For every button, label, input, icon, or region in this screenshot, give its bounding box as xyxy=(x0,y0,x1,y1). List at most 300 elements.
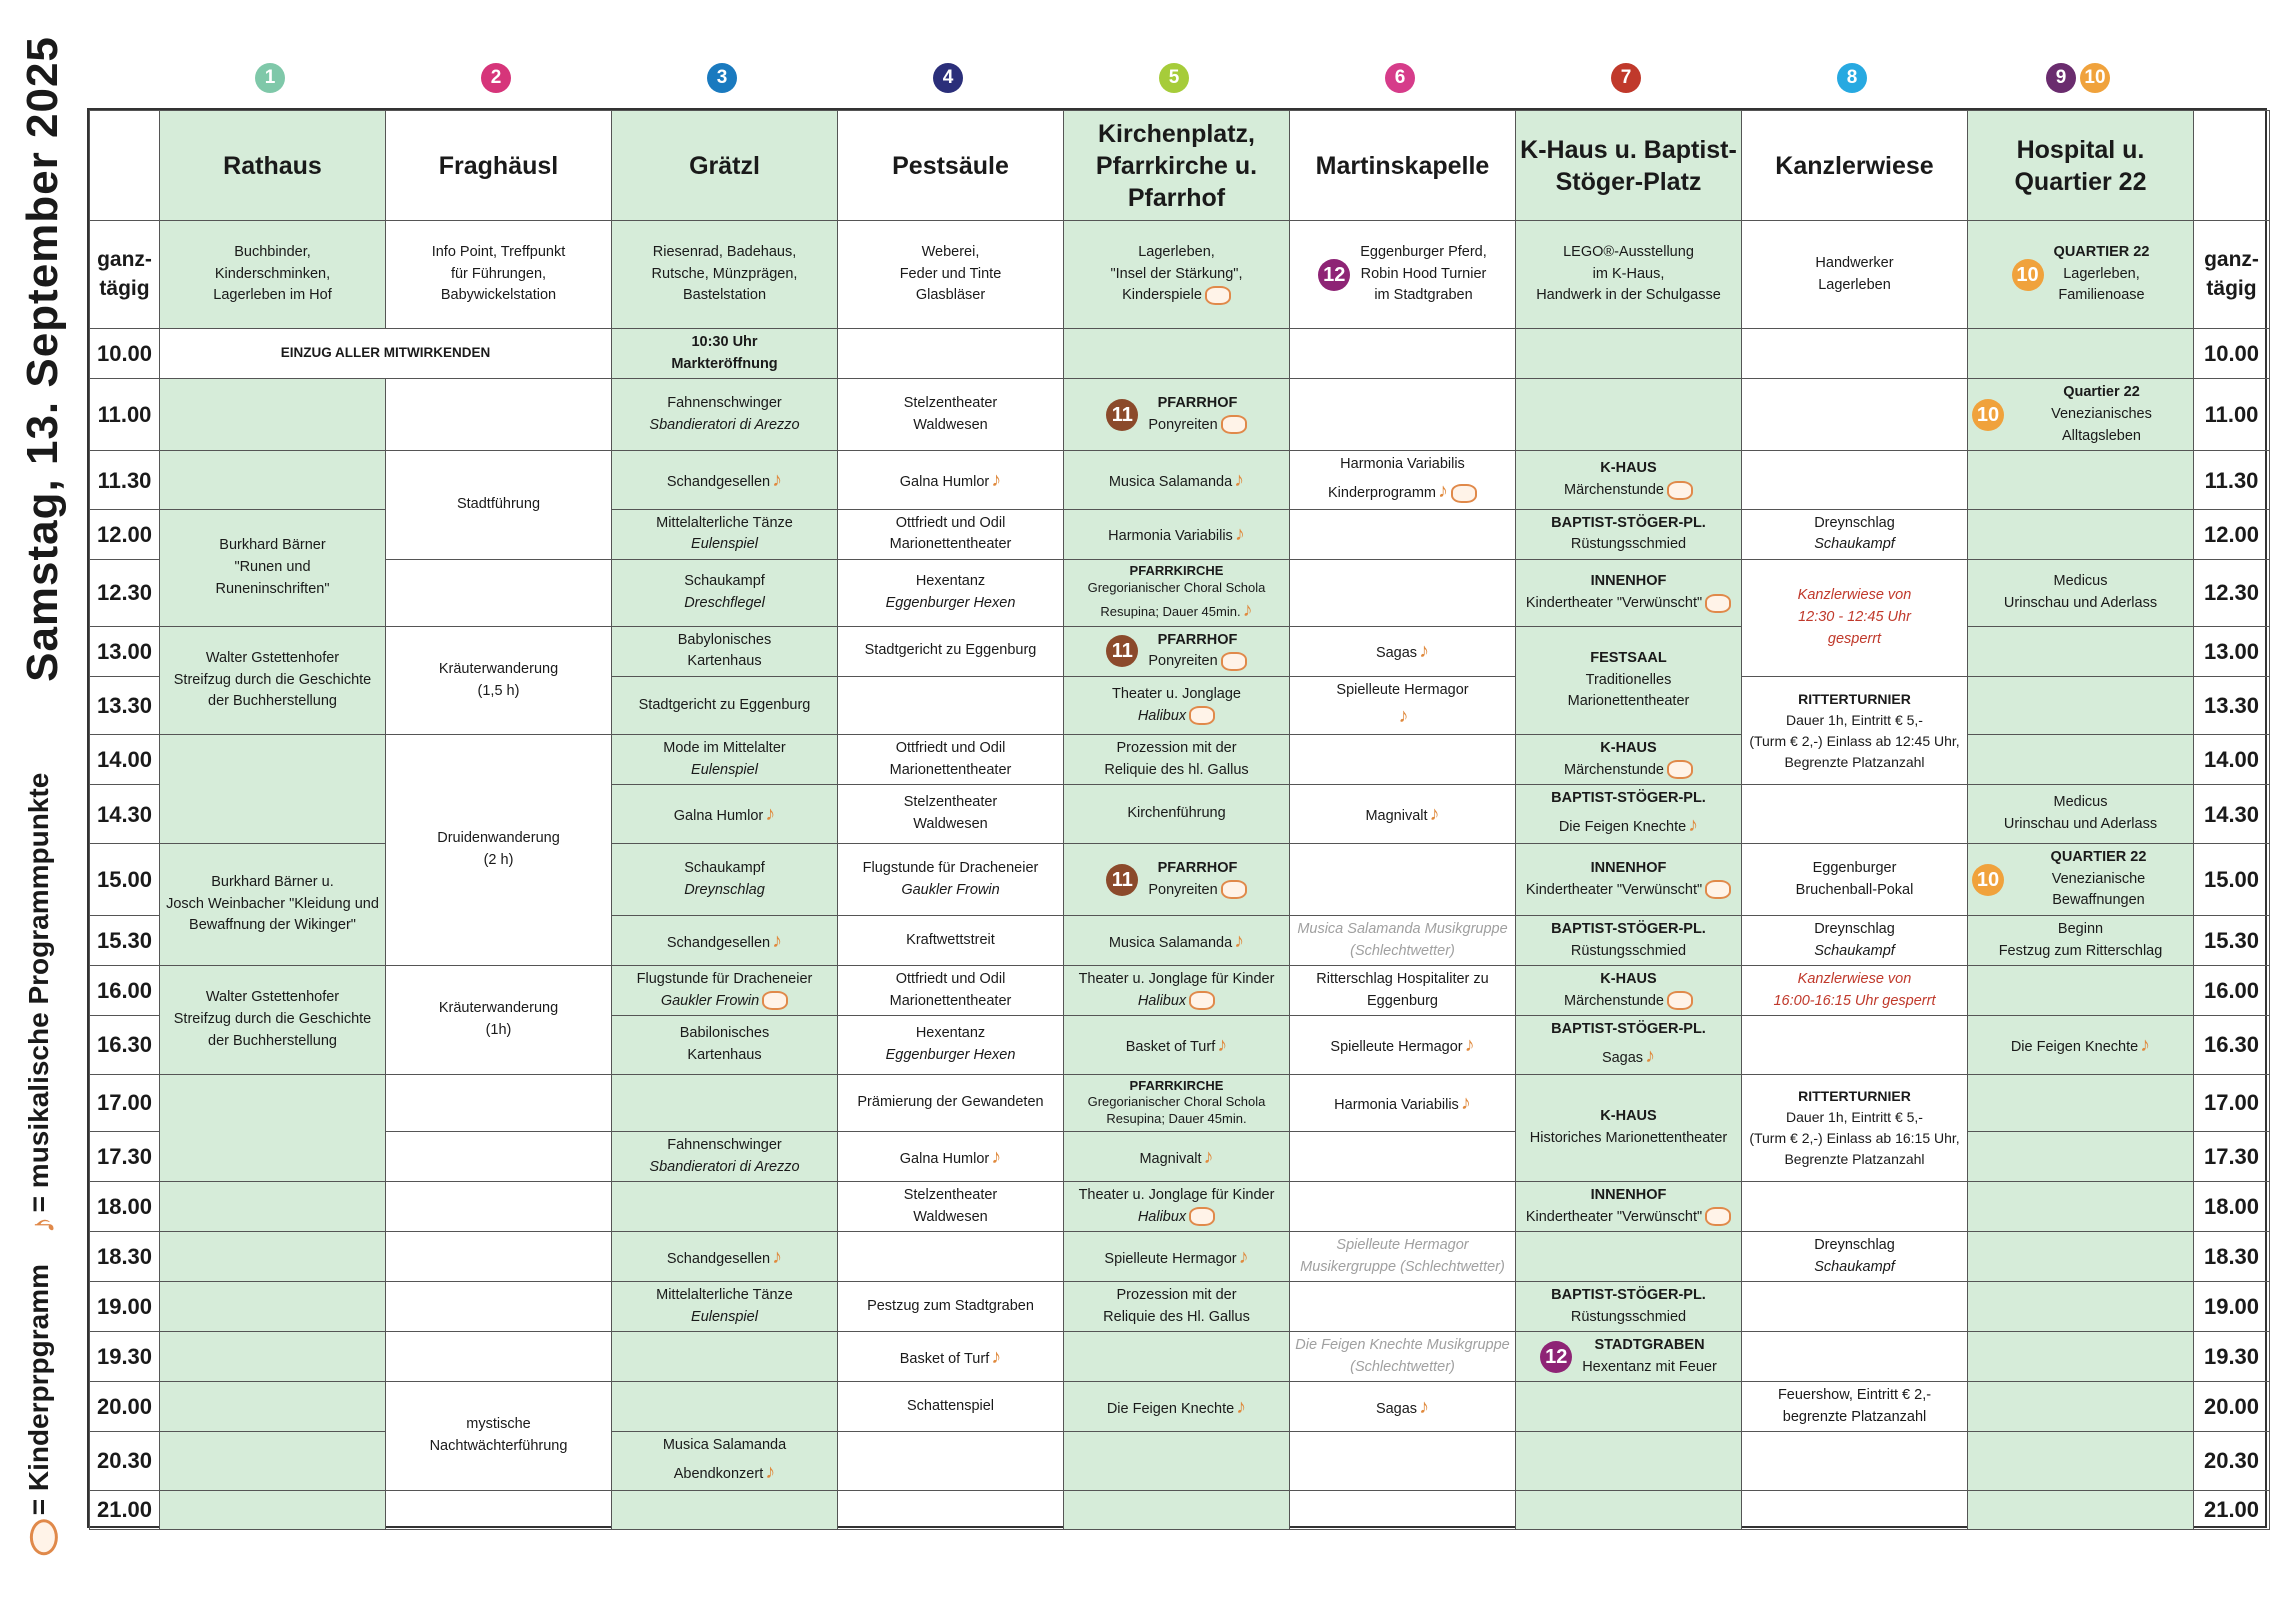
event-cell xyxy=(1742,1332,1968,1382)
event-cell xyxy=(1516,1490,1742,1529)
time-label: 16.30 xyxy=(90,1016,160,1075)
event-cell xyxy=(1968,1232,2194,1282)
event-cell: Kräuterwanderung (1,5 h) xyxy=(386,626,612,735)
event-cell: Galna Humlor ♪ xyxy=(838,1132,1064,1182)
time-label: 20.30 xyxy=(90,1432,160,1491)
event-cell: Ottfriedt und Odil Marionettentheater xyxy=(838,966,1064,1016)
event-cell xyxy=(1064,1432,1290,1491)
event-cell: Babilonisches Kartenhaus xyxy=(612,1016,838,1075)
event-cell: Basket of Turf ♪ xyxy=(838,1332,1064,1382)
event-cell: Die Feigen Knechte Musikgruppe (Schlechtwetter) xyxy=(1290,1332,1516,1382)
event-cell xyxy=(1968,1490,2194,1529)
schedule-grid xyxy=(87,108,2267,1528)
event-cell: INNENHOF Kindertheater "Verwünscht" xyxy=(1516,843,1742,915)
event-cell xyxy=(160,1332,386,1382)
event-cell xyxy=(386,1332,612,1382)
schedule-table xyxy=(89,110,2270,1530)
legend-kinder: = Kinderprpgramm xyxy=(22,1263,54,1515)
event-cell: mystische Nachtwächterführung xyxy=(386,1382,612,1491)
time-row xyxy=(90,329,2270,379)
event-cell: RITTERTURNIER Dauer 1h, Eintritt € 5,- (Turm € 2,-) Einlass ab 12:45 Uhr, Begrenzte Platzanzahl xyxy=(1742,676,1968,785)
event-cell: Ottfriedt und Odil Marionettentheater xyxy=(838,735,1064,785)
time-row xyxy=(90,379,2270,451)
venue-header: Hospital u. Quartier 22 xyxy=(1968,111,2194,221)
event-cell xyxy=(1742,329,1968,379)
event-cell xyxy=(160,379,386,451)
event-cell xyxy=(1968,676,2194,735)
time-row xyxy=(90,1332,2270,1382)
time-label: 18.00 xyxy=(90,1182,160,1232)
all-day-cell: Info Point, Treffpunkt für Führungen, Babywickelstation xyxy=(386,221,612,329)
music-note-icon: ♪ xyxy=(1234,523,1245,546)
event-cell: Burkhard Bärner u. Josch Weinbacher "Kleidung und Bewaffnung der Wikinger" xyxy=(160,843,386,965)
event-cell: PFARRKIRCHE Gregorianischer Choral Schola Resupina; Dauer 45min. xyxy=(1064,1074,1290,1131)
event-cell xyxy=(838,329,1064,379)
venue-header: Martinskapelle xyxy=(1290,111,1516,221)
event-cell xyxy=(386,1132,612,1182)
event-cell: Schattenspiel xyxy=(838,1382,1064,1432)
time-label: 11.30 xyxy=(90,451,160,510)
music-note-icon: ♪ xyxy=(991,469,1002,492)
time-label: 10.00 xyxy=(2194,329,2270,379)
event-cell: Schaukampf Dreynschlag xyxy=(612,843,838,915)
event-cell xyxy=(1516,1432,1742,1491)
event-cell xyxy=(160,451,386,510)
event-cell: Mittelalterliche Tänze Eulenspiel xyxy=(612,509,838,559)
music-note-icon: ♪ xyxy=(1234,469,1245,492)
event-cell xyxy=(1290,1182,1516,1232)
event-cell: Feuershow, Eintritt € 2,- begrenzte Platzanzahl xyxy=(1742,1382,1968,1432)
event-cell: PFARRKIRCHE Gregorianischer Choral Schola Resupina; Dauer 45min. ♪ xyxy=(1064,559,1290,626)
event-cell xyxy=(1968,966,2194,1016)
side-panel xyxy=(0,36,86,1540)
time-label: 19.30 xyxy=(2194,1332,2270,1382)
event-cell: Basket of Turf ♪ xyxy=(1064,1016,1290,1075)
event-cell: Mittelalterliche Tänze Eulenspiel xyxy=(612,1282,838,1332)
event-cell: Hexentanz Eggenburger Hexen xyxy=(838,1016,1064,1075)
event-cell: 11 PFARRHOF Ponyreiten xyxy=(1064,626,1290,676)
event-cell: Theater u. Jonglage für Kinder Halibux xyxy=(1064,966,1290,1016)
event-cell xyxy=(160,1182,386,1232)
music-note-icon: ♪ xyxy=(1217,1033,1228,1056)
venue-number-badge: 9 xyxy=(2046,63,2076,93)
event-cell xyxy=(1742,379,1968,451)
event-cell xyxy=(1742,785,1968,844)
time-label: 11.00 xyxy=(90,379,160,451)
event-cell xyxy=(1064,329,1290,379)
time-label: 12.00 xyxy=(2194,509,2270,559)
venue-number-badge: 4 xyxy=(933,63,963,93)
event-cell: Dreynschlag Schaukampf xyxy=(1742,1232,1968,1282)
event-cell xyxy=(1742,1490,1968,1529)
event-cell: Medicus Urinschau und Aderlass xyxy=(1968,785,2194,844)
all-day-cell: Weberei, Feder und Tinte Glasbläser xyxy=(838,221,1064,329)
event-cell: Druidenwanderung (2 h) xyxy=(386,735,612,966)
event-cell xyxy=(612,1382,838,1432)
legend-musik: = musikalische Programmpunkte xyxy=(22,772,54,1212)
event-cell: Schandgesellen ♪ xyxy=(612,916,838,966)
event-cell: Sagas ♪ xyxy=(1290,1382,1516,1432)
event-cell xyxy=(1516,379,1742,451)
event-cell xyxy=(1516,1382,1742,1432)
time-label: 16.30 xyxy=(2194,1016,2270,1075)
venue-header: K-Haus u. Baptist-Stöger-Platz xyxy=(1516,111,1742,221)
all-day-cell: LEGO®-Ausstellung im K-Haus, Handwerk in der Schulgasse xyxy=(1516,221,1742,329)
time-row xyxy=(90,1182,2270,1232)
time-label: 17.30 xyxy=(90,1132,160,1182)
event-cell xyxy=(1290,1132,1516,1182)
event-cell xyxy=(160,1232,386,1282)
event-cell xyxy=(386,1182,612,1232)
event-cell: Burkhard Bärner "Runen und Runeninschriften" xyxy=(160,509,386,626)
event-cell: Walter Gstettenhofer Streifzug durch die Geschichte der Buchherstellung xyxy=(160,626,386,735)
music-note-icon: ♪ xyxy=(1238,1245,1249,1268)
event-cell xyxy=(612,1490,838,1529)
music-note-icon: ♪ xyxy=(2140,1033,2151,1056)
theater-masks-icon xyxy=(1705,594,1731,613)
music-note-icon: ♪ xyxy=(1234,929,1245,952)
event-cell: Magnivalt ♪ xyxy=(1064,1132,1290,1182)
event-cell: Prozession mit der Reliquie des hl. Gallus xyxy=(1064,735,1290,785)
theater-masks-icon xyxy=(1221,415,1247,434)
event-cell xyxy=(1968,1182,2194,1232)
venue-number-badge: 10 xyxy=(2080,63,2110,93)
event-cell: Harmonia Variabilis Kinderprogramm ♪ xyxy=(1290,451,1516,510)
corner-cell xyxy=(90,111,160,221)
time-label: 13.30 xyxy=(90,676,160,735)
music-note-icon: ♪ xyxy=(765,803,776,826)
time-label: 17.00 xyxy=(2194,1074,2270,1131)
page-title-vertical xyxy=(18,36,68,682)
location-badge: 10 xyxy=(1972,864,2004,896)
time-label: 19.30 xyxy=(90,1332,160,1382)
venue-header: Grätzl xyxy=(612,111,838,221)
event-cell xyxy=(386,559,612,626)
theater-masks-icon xyxy=(762,991,788,1010)
event-cell xyxy=(1968,626,2194,676)
event-cell: Musica Salamanda ♪ xyxy=(1064,451,1290,510)
event-cell: Galna Humlor ♪ xyxy=(612,785,838,844)
event-cell xyxy=(1290,329,1516,379)
all-day-cell: Buchbinder, Kinderschminken, Lagerleben im Hof xyxy=(160,221,386,329)
event-cell: Galna Humlor ♪ xyxy=(838,451,1064,510)
event-cell: Ritterschlag Hospitaliter zu Eggenburg xyxy=(1290,966,1516,1016)
event-cell: Schandgesellen ♪ xyxy=(612,1232,838,1282)
time-label: 14.00 xyxy=(2194,735,2270,785)
event-cell xyxy=(838,676,1064,735)
event-cell: Ottfriedt und Odil Marionettentheater xyxy=(838,509,1064,559)
event-cell: Prozession mit der Reliquie des Hl. Gallus xyxy=(1064,1282,1290,1332)
event-cell xyxy=(1064,1332,1290,1382)
event-cell: 10 QUARTIER 22 Venezianische Bewaffnungen xyxy=(1968,843,2194,915)
all-day-cell: Handwerker Lagerleben xyxy=(1742,221,1968,329)
time-label: 14.00 xyxy=(90,735,160,785)
music-note-icon: ♪ xyxy=(991,1145,1002,1168)
all-day-cell: Lagerleben, "Insel der Stärkung", Kinderspiele xyxy=(1064,221,1290,329)
event-cell xyxy=(838,1490,1064,1529)
event-cell: EINZUG ALLER MITWIRKENDEN xyxy=(160,329,612,379)
event-cell: Pestzug zum Stadtgraben xyxy=(838,1282,1064,1332)
music-note-icon: ♪ xyxy=(1645,1044,1656,1067)
venue-number-badge: 2 xyxy=(481,63,511,93)
theater-masks-icon xyxy=(1221,652,1247,671)
event-cell: Stelzentheater Waldwesen xyxy=(838,1182,1064,1232)
event-cell xyxy=(1742,1432,1968,1491)
event-cell xyxy=(160,1382,386,1432)
event-cell: Beginn Festzug zum Ritterschlag xyxy=(1968,916,2194,966)
venue-header: Pestsäule xyxy=(838,111,1064,221)
event-cell: Fahnenschwinger Sbandieratori di Arezzo xyxy=(612,1132,838,1182)
event-cell xyxy=(1290,843,1516,915)
event-cell xyxy=(838,1432,1064,1491)
music-note-icon: ♪ xyxy=(1419,640,1430,663)
event-cell: 12 STADTGRABEN Hexentanz mit Feuer xyxy=(1516,1332,1742,1382)
theater-masks-icon xyxy=(1705,1207,1731,1226)
event-cell: BAPTIST-STÖGER-PL. Die Feigen Knechte ♪ xyxy=(1516,785,1742,844)
theater-masks-icon xyxy=(1667,991,1693,1010)
time-label: 15.00 xyxy=(90,843,160,915)
event-cell: Musica Salamanda Musikgruppe (Schlechtwetter) xyxy=(1290,916,1516,966)
time-label: 12.30 xyxy=(90,559,160,626)
venue-number-badge: 3 xyxy=(707,63,737,93)
time-row xyxy=(90,559,2270,626)
music-note-icon: ♪ xyxy=(1460,1091,1471,1114)
event-cell xyxy=(160,1432,386,1491)
time-label: 11.30 xyxy=(2194,451,2270,510)
event-cell: Mode im Mittelalter Eulenspiel xyxy=(612,735,838,785)
venue-number-badge: 7 xyxy=(1611,63,1641,93)
time-label: 17.00 xyxy=(90,1074,160,1131)
theater-masks-icon xyxy=(1189,991,1215,1010)
event-cell: K-HAUS Märchenstunde xyxy=(1516,735,1742,785)
event-cell: Kirchenführung xyxy=(1064,785,1290,844)
event-cell: K-HAUS Märchenstunde xyxy=(1516,451,1742,510)
event-cell: Kräuterwanderung (1h) xyxy=(386,966,612,1075)
time-label: 15.30 xyxy=(2194,916,2270,966)
event-cell xyxy=(1290,1432,1516,1491)
time-label: 18.30 xyxy=(90,1232,160,1282)
event-cell: Fahnenschwinger Sbandieratori di Arezzo xyxy=(612,379,838,451)
venue-number-badge: 5 xyxy=(1159,63,1189,93)
time-label: 15.00 xyxy=(2194,843,2270,915)
page-title: Samstag, 13. September 2025 xyxy=(18,36,67,683)
location-badge: 11 xyxy=(1106,399,1138,431)
all-day-label: ganz-tägig xyxy=(2194,221,2270,329)
venue-header-row xyxy=(90,111,2270,221)
event-cell xyxy=(1064,1490,1290,1529)
event-cell xyxy=(1290,379,1516,451)
time-label: 14.30 xyxy=(90,785,160,844)
event-cell xyxy=(1290,735,1516,785)
all-day-cell: 12 Eggenburger Pferd, Robin Hood Turnier im Stadtgraben xyxy=(1290,221,1516,329)
event-cell xyxy=(612,1332,838,1382)
event-cell xyxy=(1968,1074,2194,1131)
event-cell: INNENHOF Kindertheater "Verwünscht" xyxy=(1516,559,1742,626)
event-cell: Musica Salamanda ♪ xyxy=(1064,916,1290,966)
event-cell: Medicus Urinschau und Aderlass xyxy=(1968,559,2194,626)
event-cell: Kraftwettstreit xyxy=(838,916,1064,966)
theater-masks-icon xyxy=(1705,880,1731,899)
event-cell xyxy=(1742,1182,1968,1232)
theater-masks-icon xyxy=(1189,1207,1215,1226)
music-note-icon: ♪ xyxy=(1438,480,1448,503)
event-cell xyxy=(612,1074,838,1131)
event-cell: Dreynschlag Schaukampf xyxy=(1742,509,1968,559)
music-note-icon: ♪ xyxy=(1688,813,1699,836)
event-cell: FESTSAAL Traditionelles Marionettentheater xyxy=(1516,626,1742,735)
event-cell: Spielleute Hermagor ♪ xyxy=(1064,1232,1290,1282)
event-cell: Spielleute Hermagor ♪ xyxy=(1290,1016,1516,1075)
time-row xyxy=(90,451,2270,510)
time-row xyxy=(90,1232,2270,1282)
event-cell xyxy=(1290,509,1516,559)
event-cell xyxy=(1968,1382,2194,1432)
event-cell: Stelzentheater Waldwesen xyxy=(838,379,1064,451)
time-label: 19.00 xyxy=(2194,1282,2270,1332)
all-day-cell: Riesenrad, Badehaus, Rutsche, Münzprägen, Bastelstation xyxy=(612,221,838,329)
event-cell: Stadtführung xyxy=(386,451,612,560)
time-label: 20.00 xyxy=(90,1382,160,1432)
event-cell: Schandgesellen ♪ xyxy=(612,451,838,510)
venue-header: Fraghäusl xyxy=(386,111,612,221)
time-label: 14.30 xyxy=(2194,785,2270,844)
event-cell: Kanzlerwiese von 16:00-16:15 Uhr gesperrt xyxy=(1742,966,1968,1016)
event-cell: Flugstunde für Dracheneier Gaukler Frowin xyxy=(838,843,1064,915)
music-note-icon: ♪ xyxy=(1398,705,1409,728)
event-cell: INNENHOF Kindertheater "Verwünscht" xyxy=(1516,1182,1742,1232)
time-label: 20.30 xyxy=(2194,1432,2270,1491)
time-label: 13.00 xyxy=(2194,626,2270,676)
music-note-icon: ♪ xyxy=(1464,1033,1475,1056)
event-cell xyxy=(1290,1490,1516,1529)
music-note-icon: ♪ xyxy=(1236,1395,1247,1418)
event-cell xyxy=(838,1232,1064,1282)
time-label: 18.00 xyxy=(2194,1182,2270,1232)
time-label: 21.00 xyxy=(2194,1490,2270,1529)
time-row xyxy=(90,1490,2270,1529)
event-cell: Musica Salamanda Abendkonzert ♪ xyxy=(612,1432,838,1491)
event-cell: BAPTIST-STÖGER-PL. Rüstungsschmied xyxy=(1516,1282,1742,1332)
event-cell: Theater u. Jonglage für Kinder Halibux xyxy=(1064,1182,1290,1232)
event-cell: Sagas ♪ xyxy=(1290,626,1516,676)
venue-header: Kirchenplatz, Pfarrkirche u. Pfarrhof xyxy=(1064,111,1290,221)
event-cell: 10:30 Uhr Markteröffnung xyxy=(612,329,838,379)
event-cell xyxy=(1516,329,1742,379)
music-note-icon: ♪ xyxy=(1203,1145,1214,1168)
event-cell: Schaukampf Dreschflegel xyxy=(612,559,838,626)
venue-number-badge: 1 xyxy=(255,63,285,93)
event-cell: Harmonia Variabilis ♪ xyxy=(1290,1074,1516,1131)
event-cell: Flugstunde für Dracheneier Gaukler Frowin xyxy=(612,966,838,1016)
all-day-cell: 10 QUARTIER 22 Lagerleben, Familienoase xyxy=(1968,221,2194,329)
theater-masks-icon xyxy=(1667,760,1693,779)
time-label: 18.30 xyxy=(2194,1232,2270,1282)
event-cell xyxy=(1968,1282,2194,1332)
corner-cell xyxy=(2194,111,2270,221)
theater-masks-icon xyxy=(1205,286,1231,305)
event-cell: Walter Gstettenhofer Streifzug durch die Geschichte der Buchherstellung xyxy=(160,966,386,1075)
time-label: 12.00 xyxy=(90,509,160,559)
time-row xyxy=(90,1382,2270,1432)
music-note-icon: ♪ xyxy=(772,929,783,952)
location-badge: 11 xyxy=(1106,635,1138,667)
time-label: 19.00 xyxy=(90,1282,160,1332)
time-label: 11.00 xyxy=(2194,379,2270,451)
event-cell: K-HAUS Märchenstunde xyxy=(1516,966,1742,1016)
time-label: 10.00 xyxy=(90,329,160,379)
location-badge: 11 xyxy=(1106,864,1138,896)
event-cell: RITTERTURNIER Dauer 1h, Eintritt € 5,- (Turm € 2,-) Einlass ab 16:15 Uhr, Begrenzte Platzanzahl xyxy=(1742,1074,1968,1181)
event-cell: 11 PFARRHOF Ponyreiten xyxy=(1064,843,1290,915)
music-note-icon: ♪ xyxy=(1429,803,1440,826)
venue-header: Rathaus xyxy=(160,111,386,221)
all-day-row xyxy=(90,221,2270,329)
music-note-icon: ♪ xyxy=(1419,1395,1430,1418)
time-label: 17.30 xyxy=(2194,1132,2270,1182)
location-badge: 10 xyxy=(2012,259,2044,291)
event-cell xyxy=(386,1490,612,1529)
event-cell xyxy=(386,1232,612,1282)
music-note-icon: ♪ xyxy=(991,1345,1002,1368)
theater-masks-icon xyxy=(1451,484,1477,503)
event-cell: Spielleute Hermagor ♪ xyxy=(1290,676,1516,735)
event-cell xyxy=(386,1074,612,1131)
event-cell xyxy=(160,735,386,844)
event-cell: BAPTIST-STÖGER-PL. Rüstungsschmied xyxy=(1516,916,1742,966)
event-cell xyxy=(1968,735,2194,785)
event-cell: Stadtgericht zu Eggenburg xyxy=(612,676,838,735)
music-note-icon: ♪ xyxy=(1242,598,1253,621)
music-note-icon: ♪ xyxy=(772,1245,783,1268)
time-label: 21.00 xyxy=(90,1490,160,1529)
event-cell xyxy=(1742,1016,1968,1075)
event-cell xyxy=(1968,451,2194,510)
event-cell: 11 PFARRHOF Ponyreiten xyxy=(1064,379,1290,451)
venue-number-row xyxy=(87,58,2267,98)
event-cell xyxy=(160,1490,386,1529)
time-row xyxy=(90,1282,2270,1332)
venue-header: Kanzlerwiese xyxy=(1742,111,1968,221)
music-note-icon: ♪ xyxy=(772,469,783,492)
event-cell xyxy=(612,1182,838,1232)
event-cell xyxy=(160,1074,386,1181)
time-label: 16.00 xyxy=(90,966,160,1016)
event-cell xyxy=(1968,1332,2194,1382)
event-cell: Theater u. Jonglage Halibux xyxy=(1064,676,1290,735)
event-cell xyxy=(386,379,612,451)
event-cell xyxy=(1968,509,2194,559)
time-row xyxy=(90,1074,2270,1131)
event-cell: Hexentanz Eggenburger Hexen xyxy=(838,559,1064,626)
event-cell: Die Feigen Knechte ♪ xyxy=(1968,1016,2194,1075)
time-row xyxy=(90,966,2270,1016)
event-cell: Eggenburger Bruchenball-Pokal xyxy=(1742,843,1968,915)
time-label: 20.00 xyxy=(2194,1382,2270,1432)
event-cell xyxy=(1290,559,1516,626)
location-badge: 12 xyxy=(1540,1341,1572,1373)
event-cell: BAPTIST-STÖGER-PL. Sagas ♪ xyxy=(1516,1016,1742,1075)
time-label: 12.30 xyxy=(2194,559,2270,626)
event-cell: 10 Quartier 22 Venezianisches Alltagsleben xyxy=(1968,379,2194,451)
venue-number-badge: 8 xyxy=(1837,63,1867,93)
event-cell: Spielleute Hermagor Musikergruppe (Schlechtwetter) xyxy=(1290,1232,1516,1282)
event-cell: Die Feigen Knechte ♪ xyxy=(1064,1382,1290,1432)
event-cell: Stadtgericht zu Eggenburg xyxy=(838,626,1064,676)
theater-masks-icon xyxy=(30,1519,58,1555)
event-cell: Stelzentheater Waldwesen xyxy=(838,785,1064,844)
event-cell: K-HAUS Historiches Marionettentheater xyxy=(1516,1074,1742,1181)
event-cell: Dreynschlag Schaukampf xyxy=(1742,916,1968,966)
